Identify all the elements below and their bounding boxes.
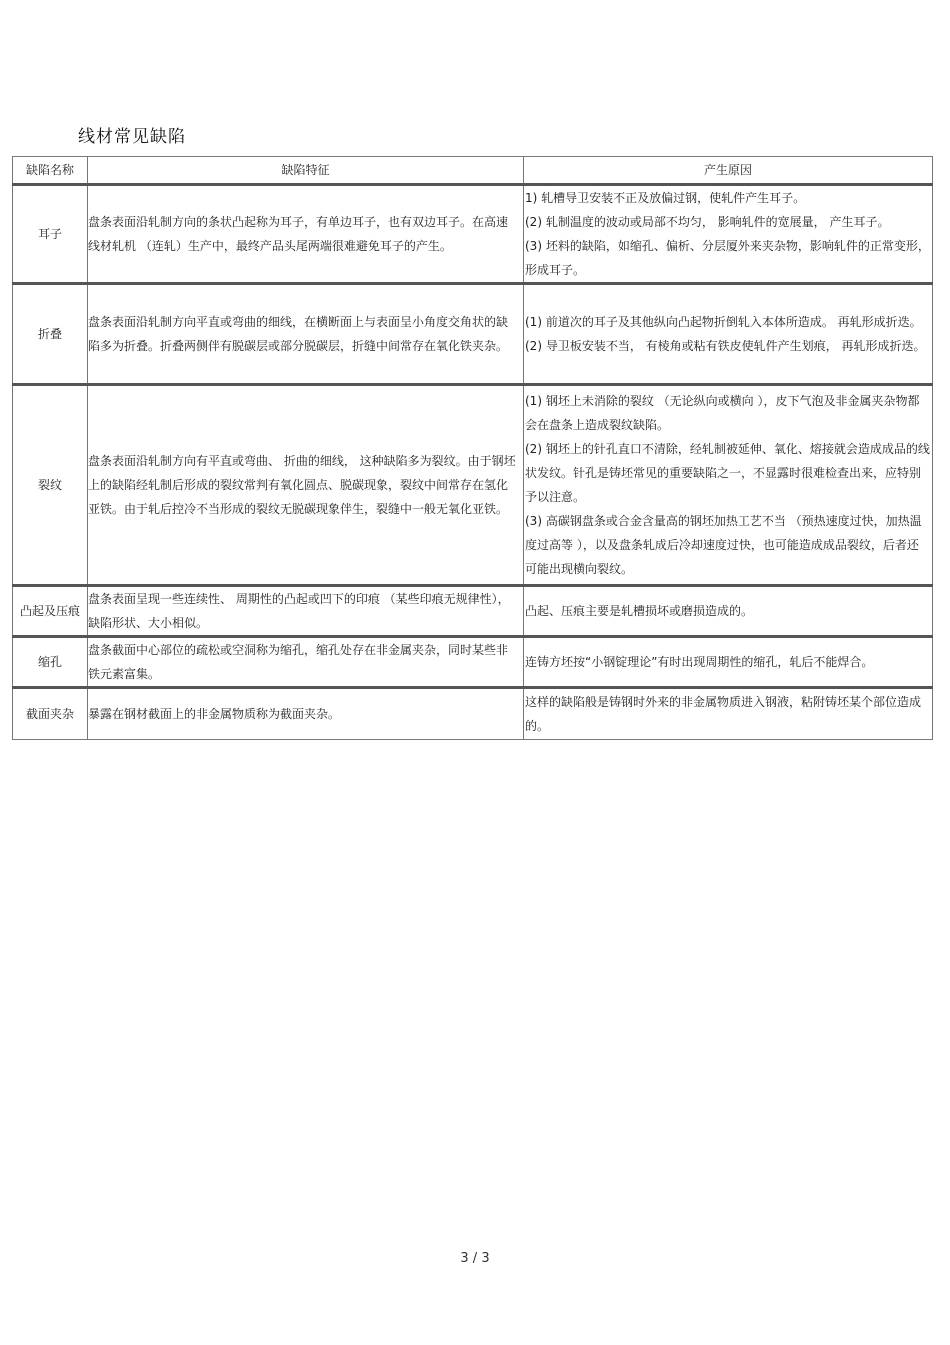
header-defect-cause: 产生原因 (524, 157, 933, 185)
cause-item: (1) 钢坯上未消除的裂纹 （无论纵向或横向 ），皮下气泡及非金属夹杂物都会在盘条上造成裂纹缺陷。 (525, 394, 920, 432)
document-title: 线材常见缺陷 (78, 127, 186, 147)
header-defect-name: 缺陷名称 (13, 157, 88, 185)
defect-feature: 盘条表面沿轧制方向的条状凸起称为耳子，有单边耳子，也有双边耳子。在高速线材轧机 （连轧）生产中，最终产品头尾两端很难避免耳子的产生。 (88, 185, 524, 284)
table-row (13, 385, 933, 586)
table-header-row (13, 157, 933, 185)
defect-causes (524, 284, 933, 385)
cause-item: (2) 钢坯上的针孔直口不清除，经轧制被延伸、氧化、熔接就会造成成品的线状发纹。针孔是铸坯常见的重要缺陷之一，不显露时很难检查出来，应特别予以注意。 (525, 442, 930, 504)
cause-item: (2) 导卫板安装不当， 有棱角或粘有铁皮使轧件产生划痕， 再轧形成折迭。 (525, 339, 926, 353)
header-defect-feature: 缺陷特征 (88, 157, 524, 185)
defect-feature: 盘条表面呈现一些连续性、 周期性的凸起或凹下的印痕 （某些印痕无规律性），缺陷形状、大小相似。 (88, 586, 524, 637)
page-number: 3 / 3 (460, 1251, 490, 1266)
defect-name: 缩孔 (13, 637, 88, 688)
defect-feature: 盘条表面沿轧制方向平直或弯曲的细线，在横断面上与表面呈小角度交角状的缺陷多为折叠。折叠两侧伴有脱碳层或部分脱碳层，折缝中间常存在氧化铁夹杂。 (88, 284, 524, 385)
defect-name: 耳子 (13, 185, 88, 284)
cause-item: 连铸方坯按“小钢锭理论”有时出现周期性的缩孔，轧后不能焊合。 (525, 655, 874, 669)
defect-feature: 盘条截面中心部位的疏松或空洞称为缩孔，缩孔处存在非金属夹杂，同时某些非铁元素富集。 (88, 637, 524, 688)
defects-table (12, 156, 933, 740)
table-row (13, 688, 933, 740)
defect-name: 截面夹杂 (13, 688, 88, 740)
defect-causes (524, 185, 933, 284)
cause-item: 1) 轧槽导卫安装不正及放偏过钢，使轧件产生耳子。 (525, 191, 806, 205)
cause-item: (3) 高碳钢盘条或合金含量高的钢坯加热工艺不当 （预热速度过快，加热温度过高等 ），以及盘条轧成后冷却速度过快，也可能造成成品裂纹，后者还可能出现横向裂纹。 (525, 514, 922, 576)
cause-item: 这样的缺陷般是铸钢时外来的非金属物质进入钢液，粘附铸坯某个部位造成的。 (525, 695, 922, 733)
table-row (13, 284, 933, 385)
defect-name: 凸起及压痕 (13, 586, 88, 637)
defect-causes (524, 637, 933, 688)
defect-causes (524, 688, 933, 740)
table-row (13, 586, 933, 637)
defect-feature: 暴露在钢材截面上的非金属物质称为截面夹杂。 (88, 688, 524, 740)
defect-name: 折叠 (13, 284, 88, 385)
cause-item: 凸起、压痕主要是轧槽损坏或磨损造成的。 (525, 604, 754, 618)
defect-causes (524, 385, 933, 586)
table-row (13, 637, 933, 688)
defect-feature: 盘条表面沿轧制方向有平直或弯曲、 折曲的细线， 这种缺陷多为裂纹。由于钢坯上的缺陷经轧制后形成的裂纹常判有氧化圆点、脱碳现象，裂纹中间常存在氢化亚铁。由于轧后控冷不当形成的裂纹无脱碳现象伴生，裂缝中一般无氧化亚铁。 (88, 385, 524, 586)
defect-name: 裂纹 (13, 385, 88, 586)
defect-causes (524, 586, 933, 637)
cause-item: (3) 坯料的缺陷，如缩孔、偏析、分层厦外来夹杂物，影响轧件的正常变形，形成耳子。 (525, 239, 930, 277)
cause-item: (1) 前道次的耳子及其他纵向凸起物折倒轧入本体所造成。 再轧形成折迭。 (525, 315, 922, 329)
table-row (13, 185, 933, 284)
cause-item: (2) 轧制温度的波动或局部不均匀， 影响轧件的宽展量， 产生耳子。 (525, 215, 890, 229)
